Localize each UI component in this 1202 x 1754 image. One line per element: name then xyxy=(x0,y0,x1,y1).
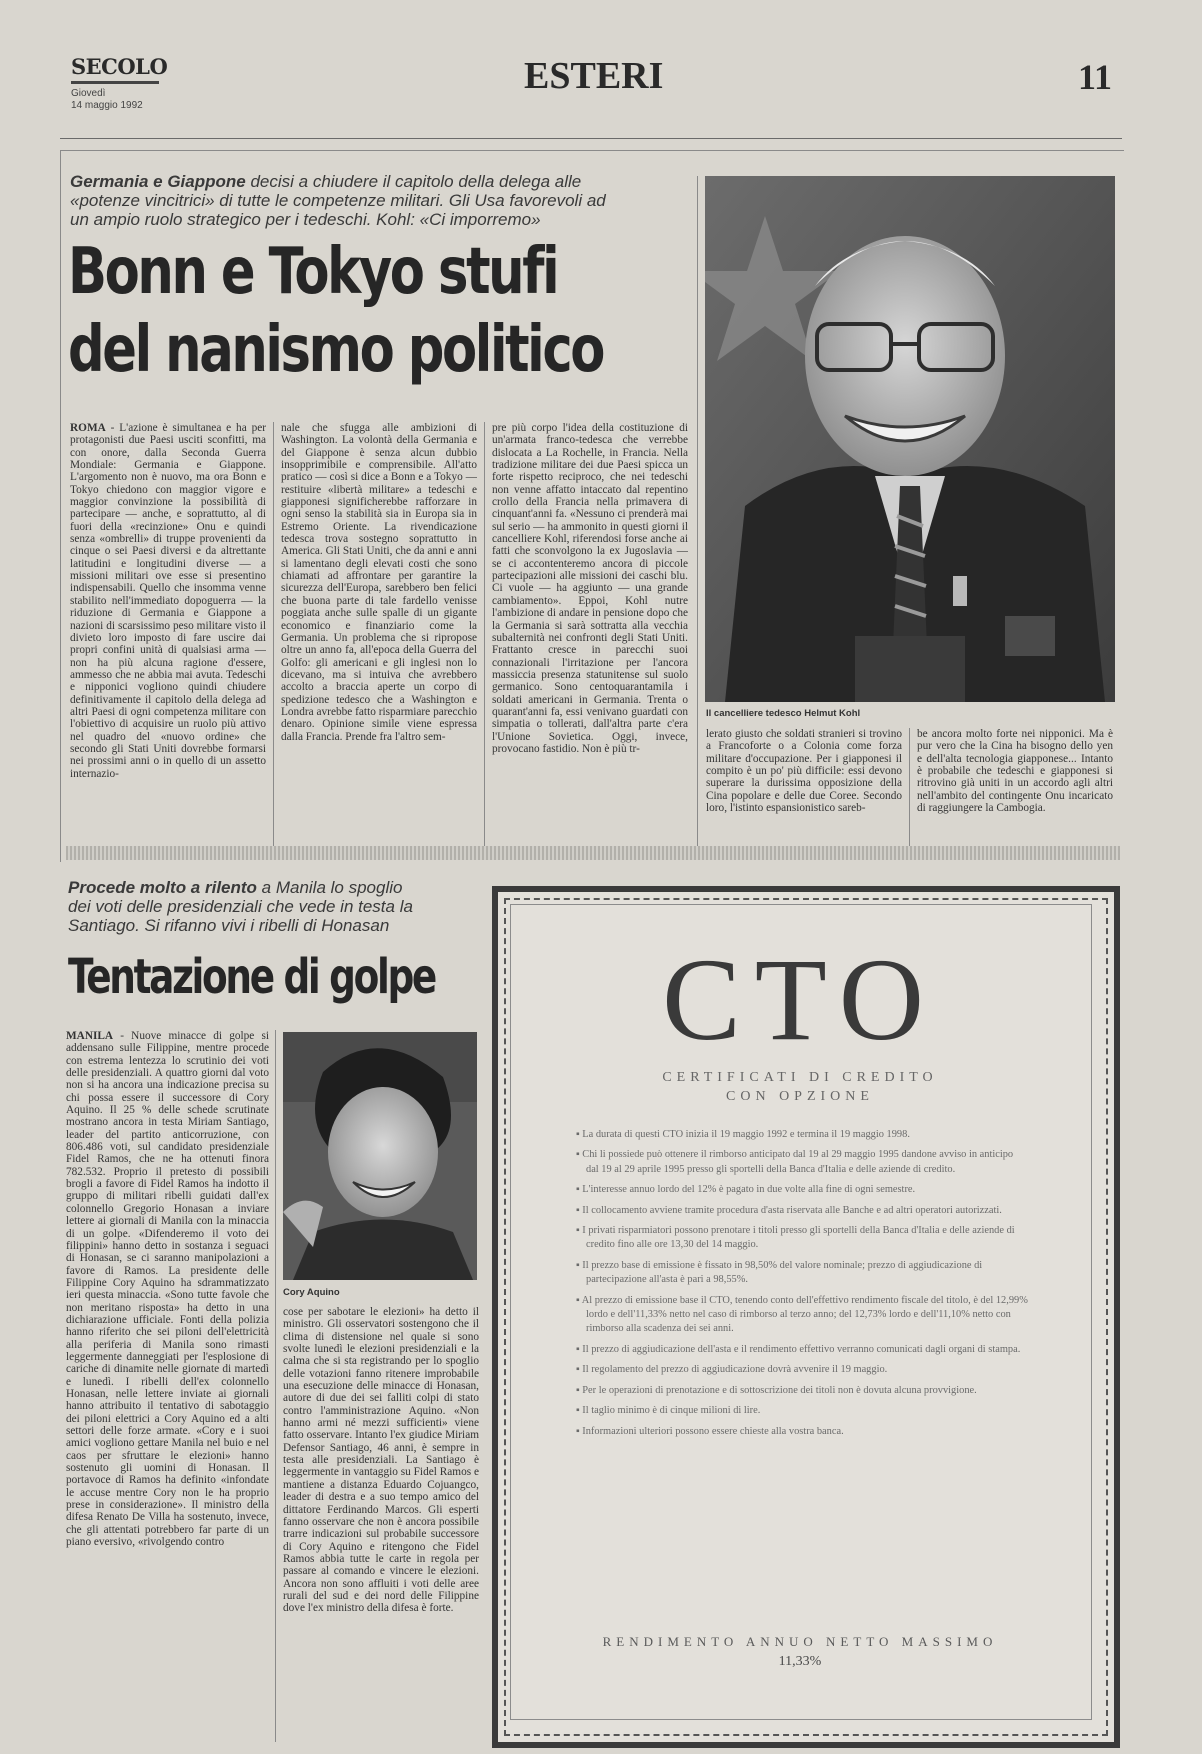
cto-term-2: ▪ Chi li possiede può ottenere il rimborso anticipato dal 19 al 29 maggio 1995 dandone avviso in anticipo dal 19 al 29 aprile 1995 presso gli sportelli della Banca d'Italia e delle aziende di credito. xyxy=(576,1149,1014,1175)
article1-top-border xyxy=(60,150,1124,151)
article2-headline: Tentazione di golpe xyxy=(68,949,435,1005)
cto-term-10: ▪ Per le operazioni di prenotazione e di sottoscrizione dei titoli non è dovuta alcuna provvigione. xyxy=(576,1384,977,1396)
article1-column-3: pre più corpo l'idea della costituzione di un'armata franco-tedesca che verrebbe dislocata a La Rochelle, in Francia. Nella tradizione militare dei due Paesi spicca un forte rispetto reciproco, che nei tedeschi non venne affatto intaccato dal repentino crollo della Francia nella primavera di cinquant'anni fa. «Nessuno ci prenderà mai sul serio — ha ammonito in questi giorni il cancelliere Kohl, riferendosi forse anche ai fatti che sconvolgono la ex Jugoslavia — se ci accontenteremo ancora di piccole partecipazioni alle missioni dei caschi blu. Ci vuole — ha aggiunto — una grande cambiamento». Eppoi, Kohl nutre l'ambizione di andare in pensione dopo che la Germania si sarà sottratta alla vecchia subalternità nei confronti degli Stati Uniti. Frattanto cresce in parecchi suoi connazionali l'irritazione per l'ancora massiccia presenza statunitense sul suolo germanico. Sono centoquarantamila i soldati americani in Germania. Trenta o quarant'anni fa, essi venivano guardati con simpatia o tollerati, dall'altra parte c'era l'Unione Sovietica. Oggi, invece, provocano fastidio. Non è più tr- xyxy=(492,422,688,755)
article1-col-divider-4 xyxy=(909,728,910,858)
cto-term-8: ▪ Il prezzo di aggiudicazione dell'asta e il rendimento effettivo verranno comunicati dagli organi di stampa. xyxy=(576,1343,1021,1355)
article1-kicker-text: decisi a chiudere il capitolo della delega alle «potenze vincitrici» di tutte le competenze militari. Gli Usa favorevoli ad un ampio ruolo strategico per i tedeschi. Kohl: «Ci imporremo» xyxy=(70,172,606,229)
article2-dateline: MANILA xyxy=(66,1030,114,1042)
section-title: ESTERI xyxy=(524,55,664,97)
cto-advertisement xyxy=(492,886,1120,1748)
masthead-rule xyxy=(60,138,1122,139)
cto-title: CTO xyxy=(662,934,938,1065)
article1-headline-line2: del nanismo politico xyxy=(68,313,604,387)
cto-footer-line1: RENDIMENTO ANNUO NETTO MASSIMO xyxy=(602,1634,998,1649)
article1-column-1 xyxy=(70,422,266,858)
article1-col-divider-2 xyxy=(484,422,485,858)
cto-term-5: ▪ I privati risparmiatori possono prenotare i titoli presso gli sportelli della Banca d'Italia e delle aziende di credito fino alle ore 13,30 del 14 maggio. xyxy=(576,1225,1015,1251)
article2-col1-text: - Nuove minacce di golpe si addensano sulle Filippine, mentre procede con estrema lentezza lo scrutinio dei voti delle presidenziali. A quattro giorni dal voto non si ha ancora una indicazione precisa su chi possa essere il successore di Cory Aquino. Il 25 % delle schede scrutinate mostrano ancora in testa Miriam Santiago, leader del partito anticorruzione, con 806.486 voti, sul candidato presidenziale Fidel Ramos, che ne ha ottenuti finora 782.532. Proprio il pretesto di possibili brogli a favore di Fidel Ramos ha indotto il gruppo di militari ribelli guidati dall'ex colonnello Gregorio Honasan a inviare lettere ai giornali di Manila con la minaccia di un golpe. «Difenderemo il voto dei filippini» hanno detto in sostanza i seguaci di Honasan, se ci saranno manipolazioni a favore di Ramos. La presidente delle Filippine Cory Aquino ha sdrammatizzato ieri questa minaccia. «Sono tutte favole che non meritano risposta» ha detto in una dichiarazione ufficiale. Fonti della polizia hanno riferito che sei piloni dell'elettricità alla periferia di Manila sono rimasti leggermente danneggiati per l'esplosione di cariche di dinamite nelle giornate di martedì e lunedì. I ribelli dell'ex colonnello Honasan, nelle lettere inviate ai giornali hanno attribuito il tentativo di sabotaggio dei piloni elettrici a Cory Aquino ed a alti settori delle forze armate. «Cory e i suoi amici vogliono gettare Manila nel buio e nel caos per sfruttare le elezioni» hanno sostenuto gli uomini di Honasan. Il portavoce di Ramos ha definito «infondate le accuse mentre Cory non le ha proprio prese in considerazione». Il ministro della difesa Renato De Villa ha sostenuto, invece, che gli attentati potrebbero far parte di un piano eversivo, «rivolgendo contro xyxy=(66,1030,269,1549)
kohl-photo-caption: Il cancelliere tedesco Helmut Kohl xyxy=(706,708,861,719)
aquino-portrait-image xyxy=(283,1032,477,1280)
kohl-photo xyxy=(705,176,1115,702)
cto-term-11: ▪ Il taglio minimo è di cinque milioni di lire. xyxy=(576,1405,761,1417)
article2-column-2: cose per sabotare le elezioni» ha detto il ministro. Gli osservatori sostengono che il clima di distensione nel quale si sono svolte lunedì le elezioni presidenziali e la calma che si sta registrando per lo spoglio delle votazioni fanno ritenere improbabile una esecuzione delle minacce di Honasan, autore di due dei sei falliti colpi di stato contro l'amministrazione Aquino. «Non hanno armi né mezzi sufficienti» viene fatto osservare. Intanto l'ex giudice Miriam Defensor Santiago, 46 anni, è sempre in testa alle presidenziali. La Santiago è leggermente in vantaggio su Fidel Ramos e mantiene a distanza Eduardo Cojuangco, leader di destra e a suo tempo amico del dittatore Ferdinando Marcos. Gli esperti fanno osservare che non è ancora possibile trarre indicazioni sul probabile successore di Cory Aquino e ritengono che Fidel Ramos abbia tutte le carte in regola per passare al comando e vincere le elezioni. Ancora non sono affluiti i voti delle aree rurali del sud e dei nord delle Filippine dove l'ex ministro della difesa è forte. xyxy=(283,1306,479,1615)
cto-term-9: ▪ Il regolamento del prezzo di aggiudicazione dovrà avvenire il 19 maggio. xyxy=(576,1364,888,1376)
article1-column-5: be ancora molto forte nei nipponici. Ma è pur vero che la Cina ha bisogno dello yen e dell'alta tecnologia giapponese... Intanto è probabile che tedeschi e giapponesi si ritrovino già uniti in un accordo agli altri nell'ambito del contingente Onu incaricato di raggiungere la Cambogia. xyxy=(917,728,1113,815)
cto-term-12: ▪ Informazioni ulteriori possono essere chieste alla vostra banca. xyxy=(576,1425,844,1437)
cto-term-6: ▪ Il prezzo base di emissione è fissato in 98,50% del valore nominale; prezzo di aggiudicazione di partecipazione all'asta è pari a 98,55%. xyxy=(576,1259,983,1286)
cto-subtitle-line2: CON OPZIONE xyxy=(726,1089,874,1104)
article1-col-divider-1 xyxy=(273,422,274,858)
article1-kicker xyxy=(70,172,610,229)
issue-day: Giovedì xyxy=(71,88,106,99)
article2-column-1 xyxy=(66,1030,269,1742)
article1-dateline: ROMA xyxy=(70,422,106,434)
article1-col-divider-3 xyxy=(697,176,698,858)
cto-term-4: ▪ Il collocamento avviene tramite procedura d'asta riservata alle Banche e ad altri operatori autorizzati. xyxy=(576,1204,1002,1216)
article1-column-2: nale che sfugga alle ambizioni di Washington. La volontà della Germania e del Giappone è senza alcun dubbio insopprimibile e comprensibile. All'atto pratico — così si dice a Bonn e a Tokyo — restituire «libertà militare» a tedeschi e giapponesi significherebbe rafforzare in ogni senso la stabilità sia in Europa sia in Estremo Oriente. La rivendicazione tedesca trova sostegno soprattutto in America. Gli Stati Uniti, che da anni e anni si lamentano degli elevati costi che sono chiamati ad affrontare per garantire la sicurezza dell'Europa, sarebbero ben felici che buona parte di tale fardello venisse poggiata anche sulle spalle di un gigante economico e finanziario come la Germania. Un problema che si ripropose oltre un anno fa, all'epoca della Guerra del Golfo: gli americani e gli inglesi non lo dicevano, ma si intuiva che avrebbero accolto a braccia aperte un corpo di spedizione tedesco che a Washington e Londra avrebbe fatto risparmiare parecchio denaro. Opinione simile viene espressa dalla Francia. Prende fra l'altro sem- xyxy=(281,422,477,743)
article1-left-border xyxy=(60,150,61,862)
cto-footer-line2: 11,33% xyxy=(778,1654,822,1669)
article1-kicker-lead: Germania e Giappone xyxy=(70,172,246,191)
paper-name-underline xyxy=(71,81,159,84)
masthead xyxy=(60,40,1122,120)
cto-terms-list xyxy=(576,1128,1028,1445)
article2-kicker xyxy=(68,878,428,935)
article1-headline-line1: Bonn e Tokyo stufi xyxy=(68,235,558,309)
cto-term-7: ▪ Al prezzo di emissione base il CTO, tenendo conto dell'effettivo rendimento fiscale del titolo, è del 12,99% lordo e dell'11,33% netto nel caso di rimborso al terzo anno; del 12,73% lordo e dell'11,10% netto con rimborso alla scadenza dei sei anni. xyxy=(576,1294,1028,1335)
article2-col-divider xyxy=(275,1030,276,1742)
issue-date: 14 maggio 1992 xyxy=(71,100,143,111)
paper-name: SECOLO xyxy=(71,54,168,79)
cto-term-3: ▪ L'interesse annuo lordo del 12% è pagato in due volte alla fine di ogni semestre. xyxy=(576,1184,916,1196)
article2-kicker-text: a Manila lo spoglio dei voti delle presidenziali che vede in testa la Santiago. Si rifanno vivi i ribelli di Honasan xyxy=(68,878,413,935)
aquino-photo-caption: Cory Aquino xyxy=(283,1287,340,1298)
page-number: 11 xyxy=(1078,57,1113,97)
article1-col1-text: - L'azione è simultanea e ha per protagonisti due Paesi usciti sconfitti, ma con onore, dalla Seconda Guerra Mondiale: Germania e Giappone. L'argomento non è nuovo, ma ora Bonn e Tokyo chiedono con maggior vigore e maggior convinzione la possibilità di partecipare — anche, e soprattutto, al di fuori della «recinzione» Onu e quindi senza «ombrelli» di truppe provenienti da cinque o sei Paesi diversi e da altrettante latitudini e longitudini diverse — a missioni militari ove esse si presentino indispensabili. Quello che insomma venne stabilito nell'immediato dopoguerra — la riduzione di Germania e Giappone a nazioni di scarsissimo peso militare visto il divieto loro imposto di fare uscire dai propri confini unità di qualsiasi arma — non ha più alcuna ragione d'essere, ammesso che ne abbia mai avuta. Tedeschi e nipponici vogliono quindi chiudere definitivamente il capitolo della delega ad altri Paesi di ogni competenza militare con l'obiettivo di acquisire un ruolo più attivo nel quadro del «nuovo ordine» che secondo gli Stati Uniti dovrebbe formarsi nei prossimi anni o in quello di un assetto internazio- xyxy=(70,422,266,780)
section-separator xyxy=(66,846,1120,860)
article2-kicker-lead: Procede molto a rilento xyxy=(68,878,257,897)
cto-term-1: ▪ La durata di questi CTO inizia il 19 maggio 1992 e termina il 19 maggio 1998. xyxy=(576,1129,910,1140)
kohl-portrait-image xyxy=(705,176,1115,702)
cto-subtitle-line1: CERTIFICATI DI CREDITO xyxy=(662,1070,938,1085)
aquino-photo xyxy=(283,1032,477,1280)
article1-column-4: lerato giusto che soldati stranieri si trovino a Francoforte o a Colonia come forza militare d'occupazione. Per i giapponesi il compito è un po' più difficile: essi devono superare la durissima opposizione della Cina popolare e delle due Coree. Secondo loro, l'istinto espansionistico sareb- xyxy=(706,728,902,815)
